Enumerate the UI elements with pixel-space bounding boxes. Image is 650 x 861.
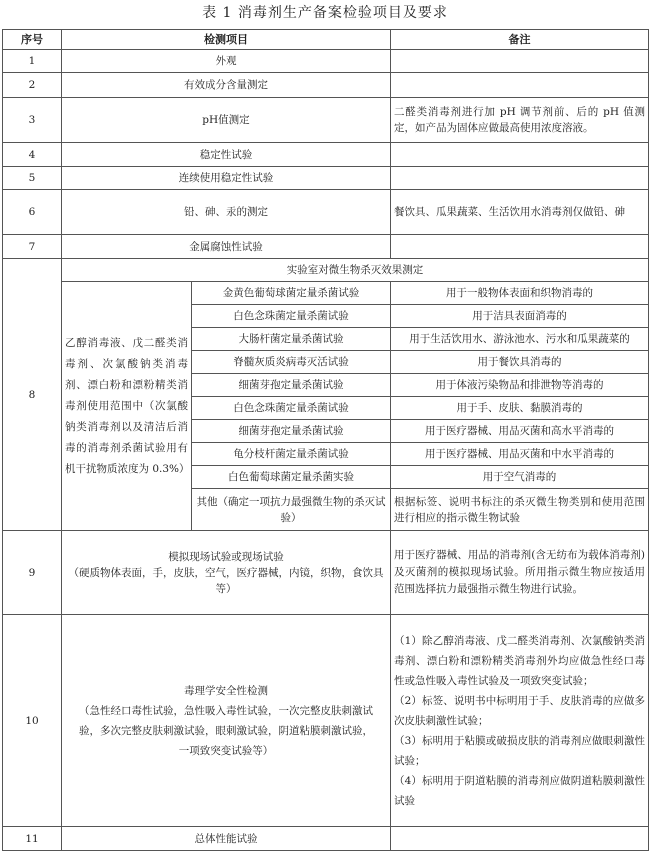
row-num: 5 (3, 167, 62, 190)
test-note: 用于手、皮肤、黏膜消毒的 (391, 397, 649, 420)
test-note: 用于洁具表面消毒的 (391, 305, 649, 328)
table-title: 表 1 消毒剂生产备案检验项目及要求 (202, 5, 448, 21)
header-item: 检测项目 (62, 30, 391, 50)
test-name: 白色葡萄球菌定量杀菌实验 (192, 466, 391, 489)
row9-item-detail: （硬质物体表面，手，皮肤，空气，医疗器械，内镜，织物，食饮具等） (68, 566, 384, 595)
table-row (3, 282, 649, 305)
row9-note: 用于医疗器械、用品的消毒剂(含无纺布为载体消毒剂)及灭菌剂的模拟现场试验。所用指示微生物应按适用范围选择抗力最强指示微生物进行试验。 (391, 531, 649, 615)
test-note: 用于餐饮具消毒的 (391, 351, 649, 374)
row-num: 9 (3, 531, 62, 615)
row-item: 总体性能试验 (62, 827, 391, 851)
table-row (3, 615, 649, 827)
table-row (3, 190, 649, 235)
test-note: 用于生活饮用水、游泳池水、污水和瓜果蔬菜的 (391, 328, 649, 351)
row-num: 6 (3, 190, 62, 235)
table-row (3, 531, 649, 615)
row-item: 铅、砷、汞的测定 (62, 190, 391, 235)
test-name: 其他（确定一项抗力最强微生物的杀灭试验） (192, 489, 391, 531)
row10-note (391, 615, 649, 827)
requirements-table (2, 29, 649, 851)
row-item: 有效成分含量测定 (62, 73, 391, 98)
test-name: 白色念珠菌定量杀菌试验 (192, 305, 391, 328)
row10-note-3: （3）标明用于粘膜或破损皮肤的消毒剂应做眼刺激性试验； (394, 734, 645, 767)
row-item: 连续使用稳定性试验 (62, 167, 391, 190)
row10-item (62, 615, 391, 827)
table-header-row (3, 30, 649, 50)
row-note (391, 50, 649, 73)
table-row (3, 50, 649, 73)
row8-header: 实验室对微生物杀灭效果测定 (62, 259, 649, 282)
row10-note-4: （4）标明用于阴道粘膜的消毒剂应做阴道粘膜刺激性试验 (394, 774, 645, 807)
test-name: 细菌芽孢定量杀菌试验 (192, 374, 391, 397)
test-note: 用于一般物体表面和织物消毒的 (391, 282, 649, 305)
table-row (3, 98, 649, 143)
row10-note-2: （2）标签、说明书中标明用于手、皮肤消毒的应做多次皮肤刺激性试验； (394, 694, 645, 727)
table-row (3, 259, 649, 282)
test-name: 大肠杆菌定量杀菌试验 (192, 328, 391, 351)
test-name: 金黄色葡萄球菌定量杀菌试验 (192, 282, 391, 305)
test-name: 白色念珠菌定量杀菌试验 (192, 397, 391, 420)
row8-scope: 乙醇消毒液、戊二醛类消毒剂、次氯酸钠类消毒剂、漂白粉和漂粉精类消毒剂使用范围中（次氯酸钠类消毒剂以及清洁后消毒的消毒剂杀菌试验用有机干扰物质浓度为 0.3%） (62, 282, 192, 531)
row-note (391, 143, 649, 167)
row10-item-title: 毒理学安全性检测 (184, 684, 268, 697)
row-note: 二醛类消毒剂进行加 pH 调节剂前、后的 pH 值测定，如产品为固体应做最高使用浓度溶液。 (391, 98, 649, 143)
header-num: 序号 (3, 30, 62, 50)
row10-item-detail: （急性经口毒性试验，急性吸入毒性试验，一次完整皮肤刺激试验，多次完整皮肤刺激试验，眼刺激试验，阴道粘膜刺激试验，一项致突变试验等） (79, 704, 373, 757)
row-note: 餐饮具、瓜果蔬菜、生活饮用水消毒剂仅做铅、砷 (391, 190, 649, 235)
row-num: 7 (3, 235, 62, 259)
table-row (3, 235, 649, 259)
test-note: 用于医疗器械、用品灭菌和高水平消毒的 (391, 420, 649, 443)
row10-note-1: （1）除乙醇消毒液、戊二醛类消毒剂、次氯酸钠类消毒剂、漂白粉和漂粉精类消毒剂外均应做急性经口毒性或急性吸入毒性试验及一项致突变试验； (394, 634, 645, 687)
table-row (3, 143, 649, 167)
row-item: 外观 (62, 50, 391, 73)
test-note: 用于医疗器械、用品灭菌和中水平消毒的 (391, 443, 649, 466)
row-note (391, 73, 649, 98)
row-num: 2 (3, 73, 62, 98)
row9-item (62, 531, 391, 615)
table-row (3, 827, 649, 851)
row-num: 4 (3, 143, 62, 167)
row-note (391, 235, 649, 259)
row-note (391, 827, 649, 851)
test-name: 龟分枝杆菌定量杀菌试验 (192, 443, 391, 466)
test-name: 细菌芽孢定量杀菌试验 (192, 420, 391, 443)
header-note: 备注 (391, 30, 649, 50)
row9-item-title: 模拟现场试验或现场试验 (168, 550, 284, 563)
test-note: 用于空气消毒的 (391, 466, 649, 489)
test-name: 脊髓灰质炎病毒灭活试验 (192, 351, 391, 374)
row-item: 金属腐蚀性试验 (62, 235, 391, 259)
row-num: 11 (3, 827, 62, 851)
row-num: 10 (3, 615, 62, 827)
row-note (391, 167, 649, 190)
row-num: 3 (3, 98, 62, 143)
table-row (3, 73, 649, 98)
row-item: pH值测定 (62, 98, 391, 143)
test-note: 用于体液污染物品和排泄物等消毒的 (391, 374, 649, 397)
test-note: 根据标签、说明书标注的杀灭微生物类别和使用范围进行相应的指示微生物试验 (391, 489, 649, 531)
row-item: 稳定性试验 (62, 143, 391, 167)
row-num: 1 (3, 50, 62, 73)
table-row (3, 167, 649, 190)
row-num: 8 (3, 259, 62, 531)
